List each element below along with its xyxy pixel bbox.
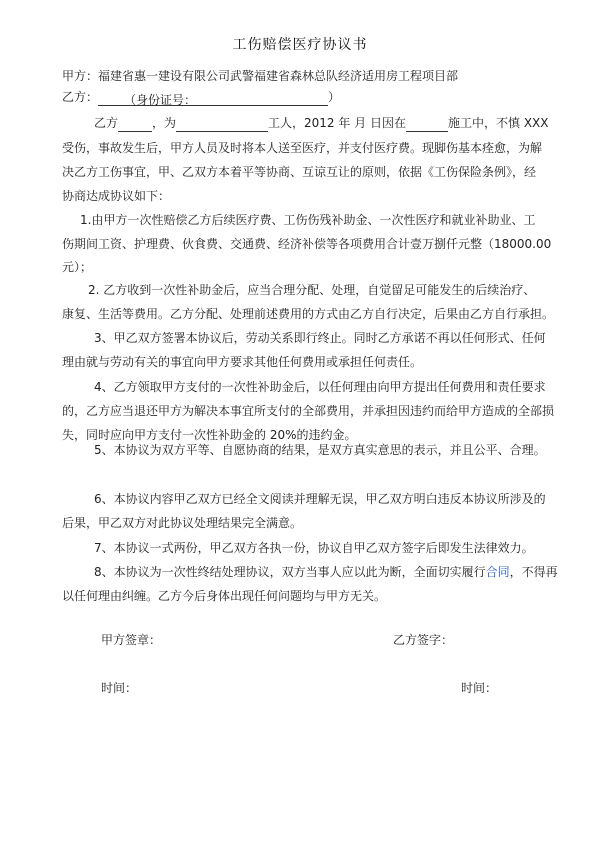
clause-6-line-1: 6、本协议内容甲乙双方已经全文阅读并理解无误，甲乙双方明白违反本协议所涉及的	[94, 492, 546, 506]
worker-name-blank	[118, 117, 152, 132]
party-a-date-label: 时间：	[101, 681, 138, 695]
party-b-label: 乙方：	[62, 90, 99, 104]
intro-line-2: 受伤，事故发生后，甲方人员及时将本人送至医疗，并支付医疗费。现脚伤基本痊愈，为解	[62, 141, 543, 155]
party-a-signature-label: 甲方签章：	[101, 633, 162, 647]
clause-8-line-2: 以任何理由纠缠。乙方今后身体出现任何问题均与甲方无关。	[62, 589, 387, 603]
party-b-line	[62, 88, 340, 106]
intro-text-b: ，为	[152, 116, 177, 130]
party-b-id-close: ）	[328, 90, 341, 104]
clause-1-line-2: 伤期间工资、护理费、伙食费、交通费、经济补偿等各项费用合计壹万捌仟元整（18000.00	[62, 237, 552, 251]
clause-1-line-1: 1.由甲方一次性赔偿乙方后续医疗费、工伤伤残补助金、一次性医疗和就业补助业、工	[80, 213, 536, 227]
clause-4-line-3: 失，同时应向甲方支付一次性补助金的 20%的违约金。	[62, 428, 357, 442]
clause-4-line-1: 4、乙方领取甲方支付的一次性补助金后，以任何理由向甲方提出任何费用和责任要求	[94, 380, 546, 394]
clause-8-text-a: 8、本协议为一次性终结处理协议，双方当事人应以此为断，全面切实履行	[94, 565, 486, 579]
contract-link[interactable]: 合同	[485, 565, 510, 579]
party-a-line: 甲方：福建省惠一建设有限公司武警福建省森林总队经济适用房工程项目部	[62, 69, 459, 83]
clause-4-line-2: 的，乙方应当退还甲方为解决本事宜所支付的全部费用，并承担因违约而给甲方造成的全部损	[62, 404, 555, 418]
party-b-date-label: 时间：	[461, 681, 498, 695]
clause-8-text-b: ，不得再	[509, 565, 558, 579]
intro-text-a: 乙方	[94, 116, 119, 130]
clause-1-line-3: 元）；	[62, 260, 93, 274]
clause-5-line-1: 5、本协议为双方平等、自愿协商的结果，是双方真实意思的表示，并且公平、合理。	[94, 443, 546, 457]
intro-line-3: 决乙方工伤事宜，甲、乙双方本着平等协商、互谅互让的原则，依据《工伤保险条例》，经	[62, 165, 537, 179]
intro-text-c: 工人，2012 年 月 日因在	[268, 116, 407, 130]
clause-3-line-1: 3、甲乙双方签署本协议后，劳动关系即行终止。同时乙方承诺不再以任何形式、任何	[94, 331, 546, 345]
clause-2-line-1: 2. 乙方收到一次性补助金后，应当合理分配、处理，自觉留足可能发生的后续治疗、	[88, 283, 536, 297]
intro-line-4: 协商达成协议如下：	[62, 189, 171, 203]
party-b-signature-label: 乙方签字：	[393, 633, 454, 647]
intro-line-1	[94, 114, 549, 132]
clause-8-line-1	[94, 563, 558, 581]
document-title: 工伤赔偿医疗协议书	[232, 37, 368, 53]
clause-2-line-2: 康复、生活等费用。乙方分配、处理前述费用的方式由乙方自行决定，后果由乙方自行承担。	[62, 307, 555, 321]
party-b-name-blank	[98, 91, 122, 106]
clause-3-line-2: 理由就与劳动有关的事宜向甲方要求其他任何费用或承担任何责任。	[62, 355, 423, 369]
intro-text-d: 施工中，不慎 XXX	[448, 116, 549, 130]
party-b-id-field	[122, 91, 328, 106]
clause-7-line-1: 7、本协议一式两份，甲乙双方各执一份，协议自甲乙双方签字后即发生法律效力。	[94, 541, 534, 555]
site-blank	[406, 117, 448, 132]
party-b-id-label: （身份证号：	[124, 93, 197, 107]
clause-6-line-2: 后果，甲乙双方对此协议处理结果完全满意。	[62, 516, 303, 530]
employer-blank	[176, 117, 268, 132]
